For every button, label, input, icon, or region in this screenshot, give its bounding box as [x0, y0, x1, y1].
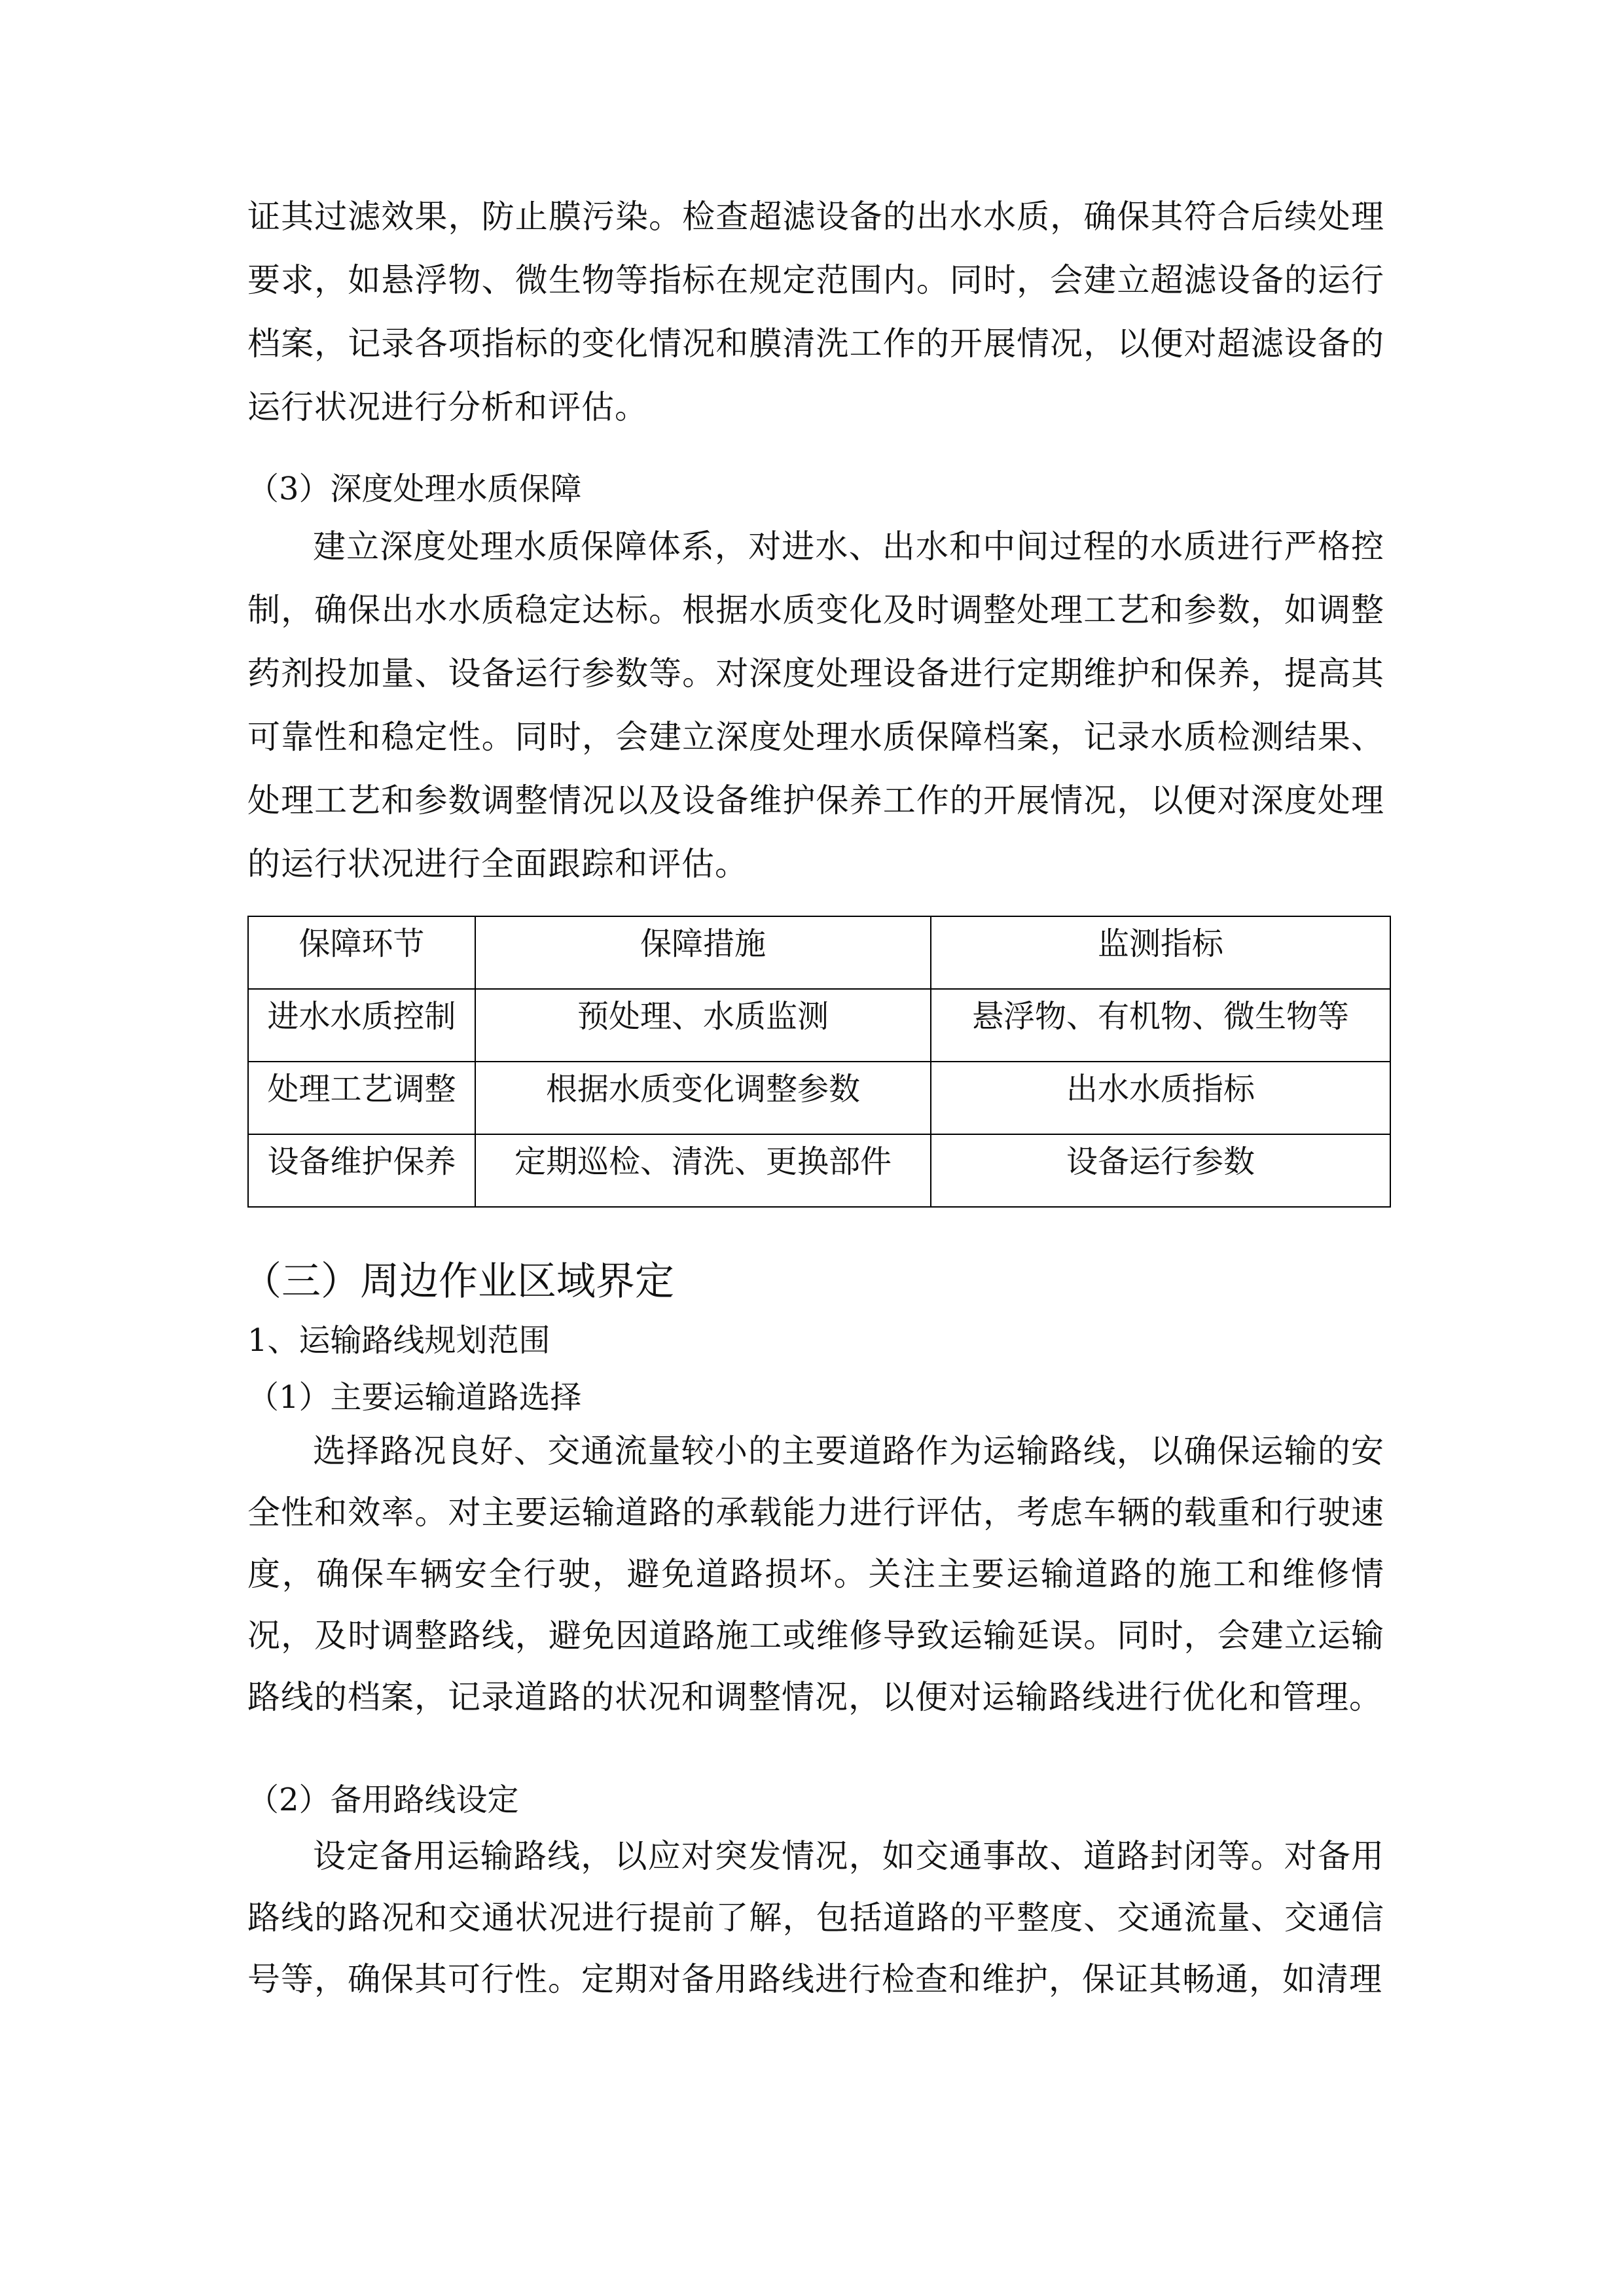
table-header-row [248, 916, 1390, 989]
table-cell: 设备运行参数 [931, 1134, 1390, 1207]
table-cell: 进水水质控制 [248, 989, 475, 1062]
table-cell: 定期巡检、清洗、更换部件 [475, 1134, 931, 1207]
subsection-2-heading: （2）备用路线设定 [247, 1782, 519, 1818]
table-cell: 设备维护保养 [248, 1134, 475, 1207]
table-header-cell: 保障环节 [248, 916, 475, 989]
table-header-cell: 保障措施 [475, 916, 931, 989]
intro-paragraph: 证其过滤效果，防止膜污染。检查超滤设备的出水水质，确保其符合后续处理要求，如悬浮物、微生物等指标在规定范围内。同时，会建立超滤设备的运行档案，记录各项指标的变化情况和膜清洗工作的开展情况，以便对超滤设备的运行状况进行分析和评估。 [247, 198, 1384, 426]
section-3-title: （三）周边作业区域界定 [242, 1259, 674, 1304]
table-row [248, 989, 1390, 1062]
table-row [248, 1134, 1390, 1207]
subsection-1-heading: （1）主要运输道路选择 [247, 1379, 582, 1416]
table-cell: 根据水质变化调整参数 [475, 1062, 931, 1134]
table-cell: 悬浮物、有机物、微生物等 [931, 989, 1390, 1062]
subsection-1-paragraph: 选择路况良好、交通流量较小的主要道路作为运输路线，以确保运输的安全性和效率。对主要运输道路的承载能力进行评估，考虑车辆的载重和行驶速度，确保车辆安全行驶，避免道路损坏。关注主要运输道路的施工和维修情况，及时调整路线，避免因道路施工或维修导致运输延误。同时，会建立运输路线的档案，记录道路的状况和调整情况，以便对运输路线进行优化和管理。 [247, 1432, 1384, 1716]
subsection-3-heading: （3）深度处理水质保障 [247, 471, 582, 507]
table-row [248, 1062, 1390, 1134]
quality-assurance-table [247, 916, 1391, 1208]
subsection-2-paragraph: 设定备用运输路线，以应对突发情况，如交通事故、道路封闭等。对备用路线的路况和交通状况进行提前了解，包括道路的平整度、交通流量、交通信号等，确保其可行性。定期对备用路线进行检查和维护，保证其畅通，如清理 [247, 1837, 1384, 1998]
table-header-cell: 监测指标 [931, 916, 1390, 989]
table-cell: 出水水质指标 [931, 1062, 1390, 1134]
table-cell: 处理工艺调整 [248, 1062, 475, 1134]
item-1-heading: 1、运输路线规划范围 [247, 1322, 550, 1359]
table-cell: 预处理、水质监测 [475, 989, 931, 1062]
subsection-3-paragraph: 建立深度处理水质保障体系，对进水、出水和中间过程的水质进行严格控制，确保出水水质稳定达标。根据水质变化及时调整处理工艺和参数，如调整药剂投加量、设备运行参数等。对深度处理设备进行定期维护和保养，提高其可靠性和稳定性。同时，会建立深度处理水质保障档案，记录水质检测结果、处理工艺和参数调整情况以及设备维护保养工作的开展情况，以便对深度处理的运行状况进行全面跟踪和评估。 [247, 528, 1384, 883]
